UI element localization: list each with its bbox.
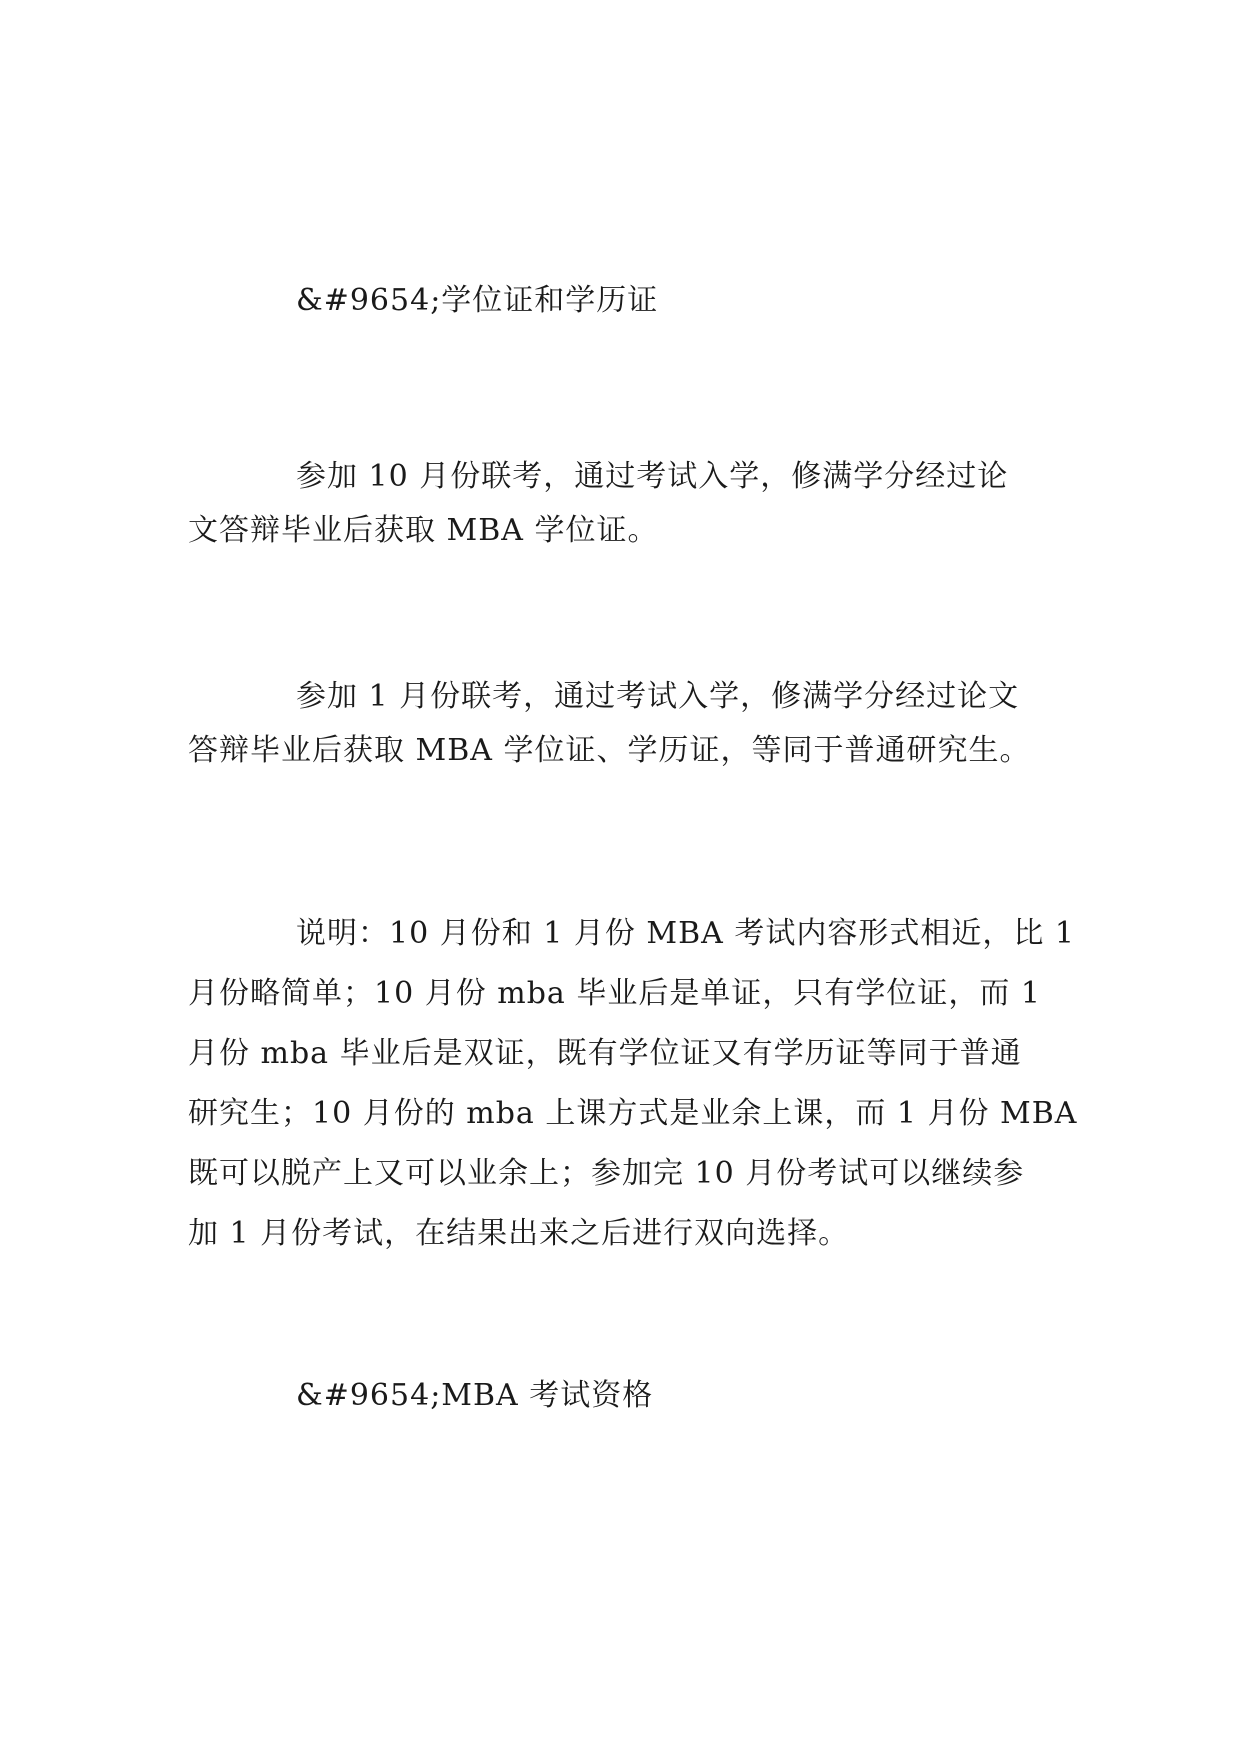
- paragraph-3-line-4: 研究生；10 月份的 mba 上课方式是业余上课，而 1 月份 MBA: [188, 1096, 1078, 1131]
- section-heading-mba-exam-eligibility: &#9654;MBA 考试资格: [296, 1378, 654, 1413]
- section-heading-degree-certificates: &#9654;学位证和学历证: [296, 283, 659, 318]
- paragraph-3-line-1: 说明：10 月份和 1 月份 MBA 考试内容形式相近，比 1: [296, 916, 1075, 951]
- paragraph-2-line-1: 参加 1 月份联考，通过考试入学，修满学分经过论文: [296, 679, 1020, 714]
- paragraph-3-line-2: 月份略简单；10 月份 mba 毕业后是单证，只有学位证，而 1: [188, 976, 1041, 1011]
- paragraph-1-line-2: 文答辩毕业后获取 MBA 学位证。: [188, 513, 659, 548]
- paragraph-1-line-1: 参加 10 月份联考，通过考试入学，修满学分经过论: [296, 459, 1009, 494]
- paragraph-3-line-5: 既可以脱产上又可以业余上；参加完 10 月份考试可以继续参: [188, 1156, 1025, 1191]
- paragraph-2-line-2: 答辩毕业后获取 MBA 学位证、学历证，等同于普通研究生。: [188, 733, 1031, 768]
- paragraph-3-line-3: 月份 mba 毕业后是双证，既有学位证又有学历证等同于普通: [188, 1036, 1022, 1071]
- paragraph-3-line-6: 加 1 月份考试，在结果出来之后进行双向选择。: [188, 1216, 850, 1251]
